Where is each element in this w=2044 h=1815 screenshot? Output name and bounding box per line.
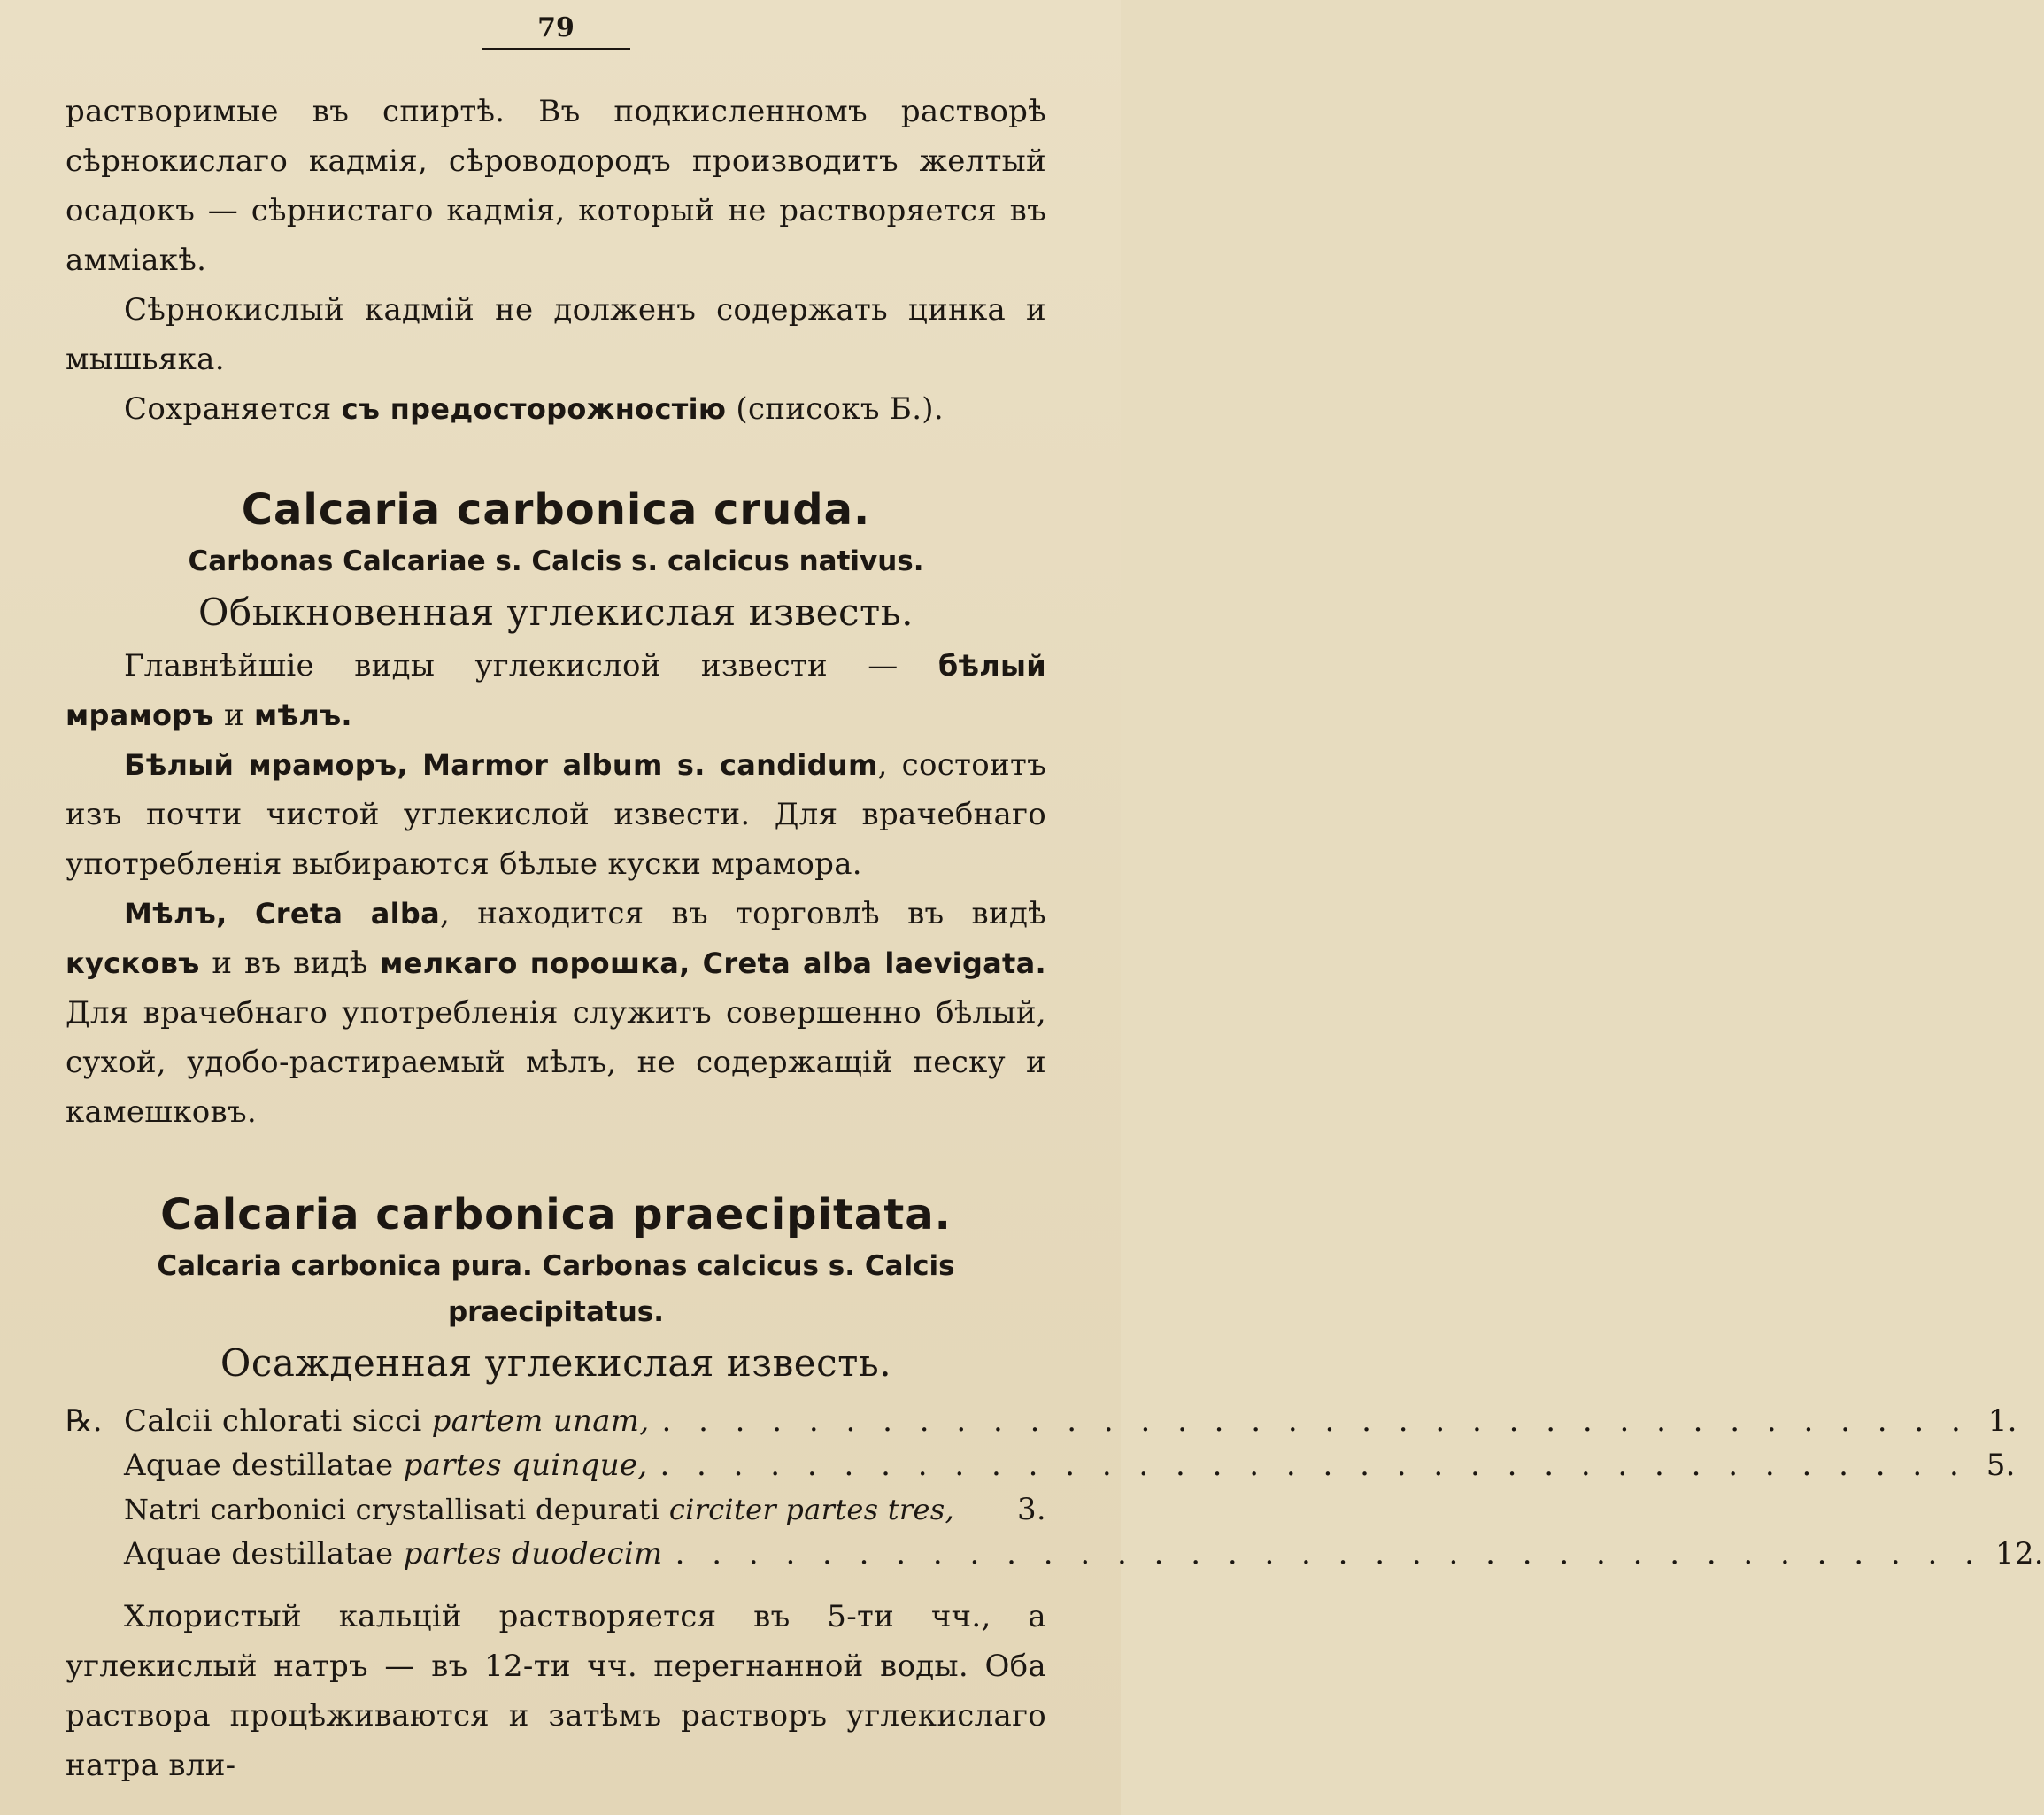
text-span: и въ видѣ: [199, 946, 381, 981]
recipe-symbol: ℞.: [66, 1403, 103, 1439]
recipe-text: [124, 1532, 663, 1576]
text-span: Для врачебнаго употребленія служитъ совершенно бѣлый, сухой, удобо-растираемый мѣлъ, не содержащій песку и камешковъ.: [66, 995, 1046, 1130]
recipe-list: [66, 1399, 2044, 1576]
text-span: (списокъ Б.).: [726, 391, 944, 427]
section-title: Calcaria carbonica praecipitata.: [160, 1190, 952, 1240]
recipe-text: [124, 1487, 954, 1532]
intro-block: [66, 87, 1046, 434]
section-russian-title: Осажденная углекислая известь.: [220, 1341, 892, 1385]
leader-dots: . . . . . . . . . . . . . . . . . . . . . . . . . . . . . . . . . . . .: [661, 1403, 1970, 1439]
recipe-line: [66, 1532, 2044, 1576]
section-calcaria-cruda: [66, 482, 1046, 1137]
leader-dots: . . . . . . . . . . . . . . . . . . . . . . . . . . . . . . . . . . . .: [659, 1448, 1968, 1483]
text-span: и: [213, 698, 255, 733]
paragraph-chalk: [66, 889, 1046, 1137]
recipe-text: [124, 1399, 649, 1443]
ingredient-amount: circiter partes tres,: [668, 1493, 954, 1526]
intro-paragraph-1: растворимые въ спиртѣ. Въ подкисленномъ растворѣ сѣрнокислаго кадмія, сѣроводородъ производитъ желтый осадокъ — сѣрнистаго кадмія, который не растворяется въ амміакѣ.: [66, 94, 1046, 278]
recipe-quantity: 12.: [1994, 1536, 2044, 1572]
bold-span: мѣлъ.: [254, 699, 352, 732]
paragraph-marble: [66, 740, 1046, 889]
bold-span: бѣлый мраморъ: [66, 649, 1046, 732]
section-subtitle: Carbonas Calcariae s. Calcis s. calcicus nativus.: [188, 545, 924, 577]
bold-span: Бѣлый мраморъ, Marmor album s. candidum: [124, 748, 878, 782]
bold-span: съ предосторожностію: [341, 392, 727, 426]
header-rule: [482, 48, 630, 50]
bold-span: мелкаго порошка, Creta alba laevigata.: [380, 946, 1046, 980]
section-subtitle: Calcaria carbonica pura. Carbonas calcicus s. Calcis praecipitatus.: [157, 1250, 955, 1328]
leader-dots: . . . . . . . . . . . . . . . . . . . . . . . . . . . . . . . . . . . .: [675, 1536, 1983, 1572]
text-span: Сохраняется: [124, 391, 342, 427]
text-span: Главнѣйшіе виды углекислой извести —: [124, 648, 938, 684]
ingredient: Natri carbonici crystallisati depurati: [124, 1493, 669, 1526]
recipe-line: [66, 1487, 1046, 1532]
ingredient: Aquae destillatae: [124, 1536, 404, 1572]
recipe-quantity: 1.: [1987, 1403, 2017, 1439]
recipe-quantity: 5.: [1986, 1448, 2016, 1483]
intro-paragraph-2: Сѣрнокислый кадмій не долженъ содержать цинка и мышьяка.: [66, 292, 1046, 377]
section-calcaria-praecipitata: [66, 1186, 2044, 1790]
intro-paragraph-3: [66, 384, 1046, 434]
section-title: Calcaria carbonica cruda.: [241, 485, 871, 535]
recipe-line: [66, 1443, 2016, 1487]
ingredient-amount: partes duodecim: [403, 1536, 663, 1572]
text-span: , состоитъ изъ почти чистой углекислой извести. Для врачебнаго употребленія выбираются бѣлые куски мрамора.: [66, 747, 1046, 882]
text-span: , находится въ торговлѣ въ видѣ: [440, 896, 1046, 931]
page-number: 79: [537, 12, 575, 43]
bold-span: кусковъ: [66, 946, 200, 980]
ingredient-amount: partem unam,: [431, 1403, 650, 1439]
recipe-text: [124, 1443, 647, 1487]
paragraph-closing: Хлористый кальцій растворяется въ 5-ти чч., а углекислый натръ — въ 12-ти чч. перегнанной воды. Оба раствора процѣживаются и затѣмъ растворъ углекислаго натра вли-: [66, 1599, 1046, 1783]
recipe-quantity: 3.: [1016, 1492, 1046, 1527]
recipe-line: [66, 1399, 2017, 1443]
paragraph-main-kinds: [66, 641, 1046, 740]
ingredient: Aquae destillatae: [124, 1448, 404, 1483]
section-russian-title: Обыкновенная углекислая известь.: [197, 591, 914, 634]
bold-span: Мѣлъ, Creta alba: [124, 897, 441, 931]
ingredient-amount: partes quinque,: [403, 1448, 648, 1483]
ingredient: Calcii chlorati sicci: [124, 1403, 432, 1439]
